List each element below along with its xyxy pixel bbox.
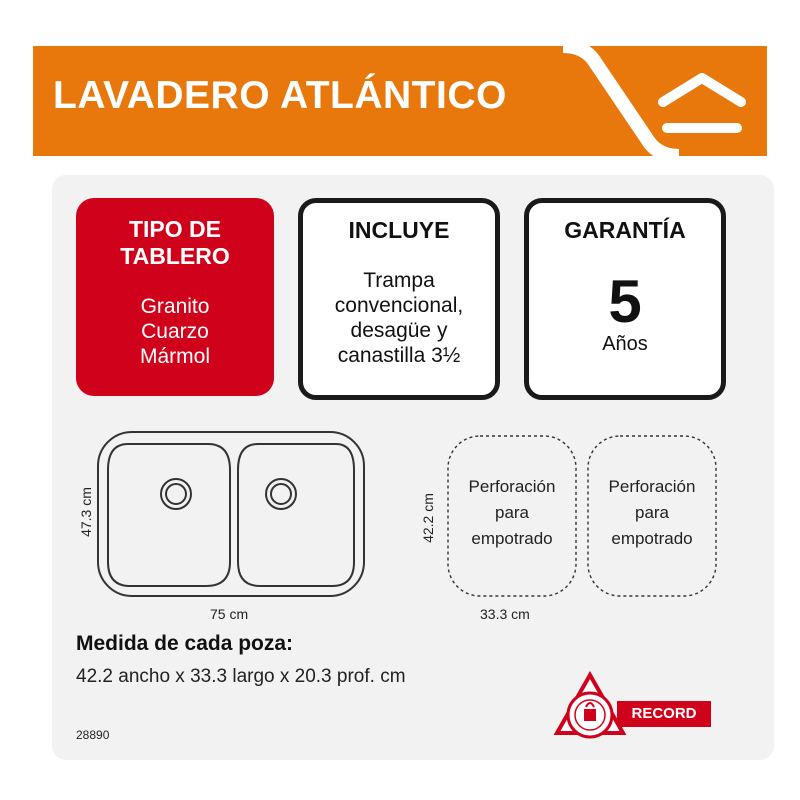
warranty-years-unit: Años [602,333,648,355]
product-code: 28890 [76,728,110,742]
warranty-years-number: 5 [608,268,642,335]
warranty-title: GARANTÍA [564,217,686,243]
cutout-height-label: 42.2 cm [420,493,436,543]
sink-bowl-right [238,444,354,586]
drain-right-inner [271,484,291,504]
cutout-label-left: Perforación para empotrado [468,477,556,548]
brand-name: RECORD [617,701,711,727]
board-type-item: Cuarzo [141,320,209,343]
includes-list: Trampa convencional, desagüe y canastilla 3½ [334,269,464,367]
sink-bowl-left [108,444,230,586]
cutout-label-right: Perforación para empotrado [608,477,696,548]
board-type-title: TIPO DE TABLERO [120,216,230,269]
measure-title: Medida de cada poza: [76,632,294,655]
drain-left-inner [166,484,186,504]
measure-body: 42.2 ancho x 33.3 largo x 20.3 prof. cm [76,666,406,687]
includes-title: INCLUYE [348,217,450,243]
brand-logo [553,677,723,747]
record-seal-icon [553,671,627,745]
sink-height-label: 47.3 cm [78,487,94,537]
cutout-width-label: 33.3 cm [480,606,530,622]
board-type-item: Mármol [139,345,210,368]
sink-width-label: 75 cm [210,606,249,622]
page-title: LAVADERO ATLÁNTICO [53,74,507,117]
board-type-item: Granito [140,295,210,318]
